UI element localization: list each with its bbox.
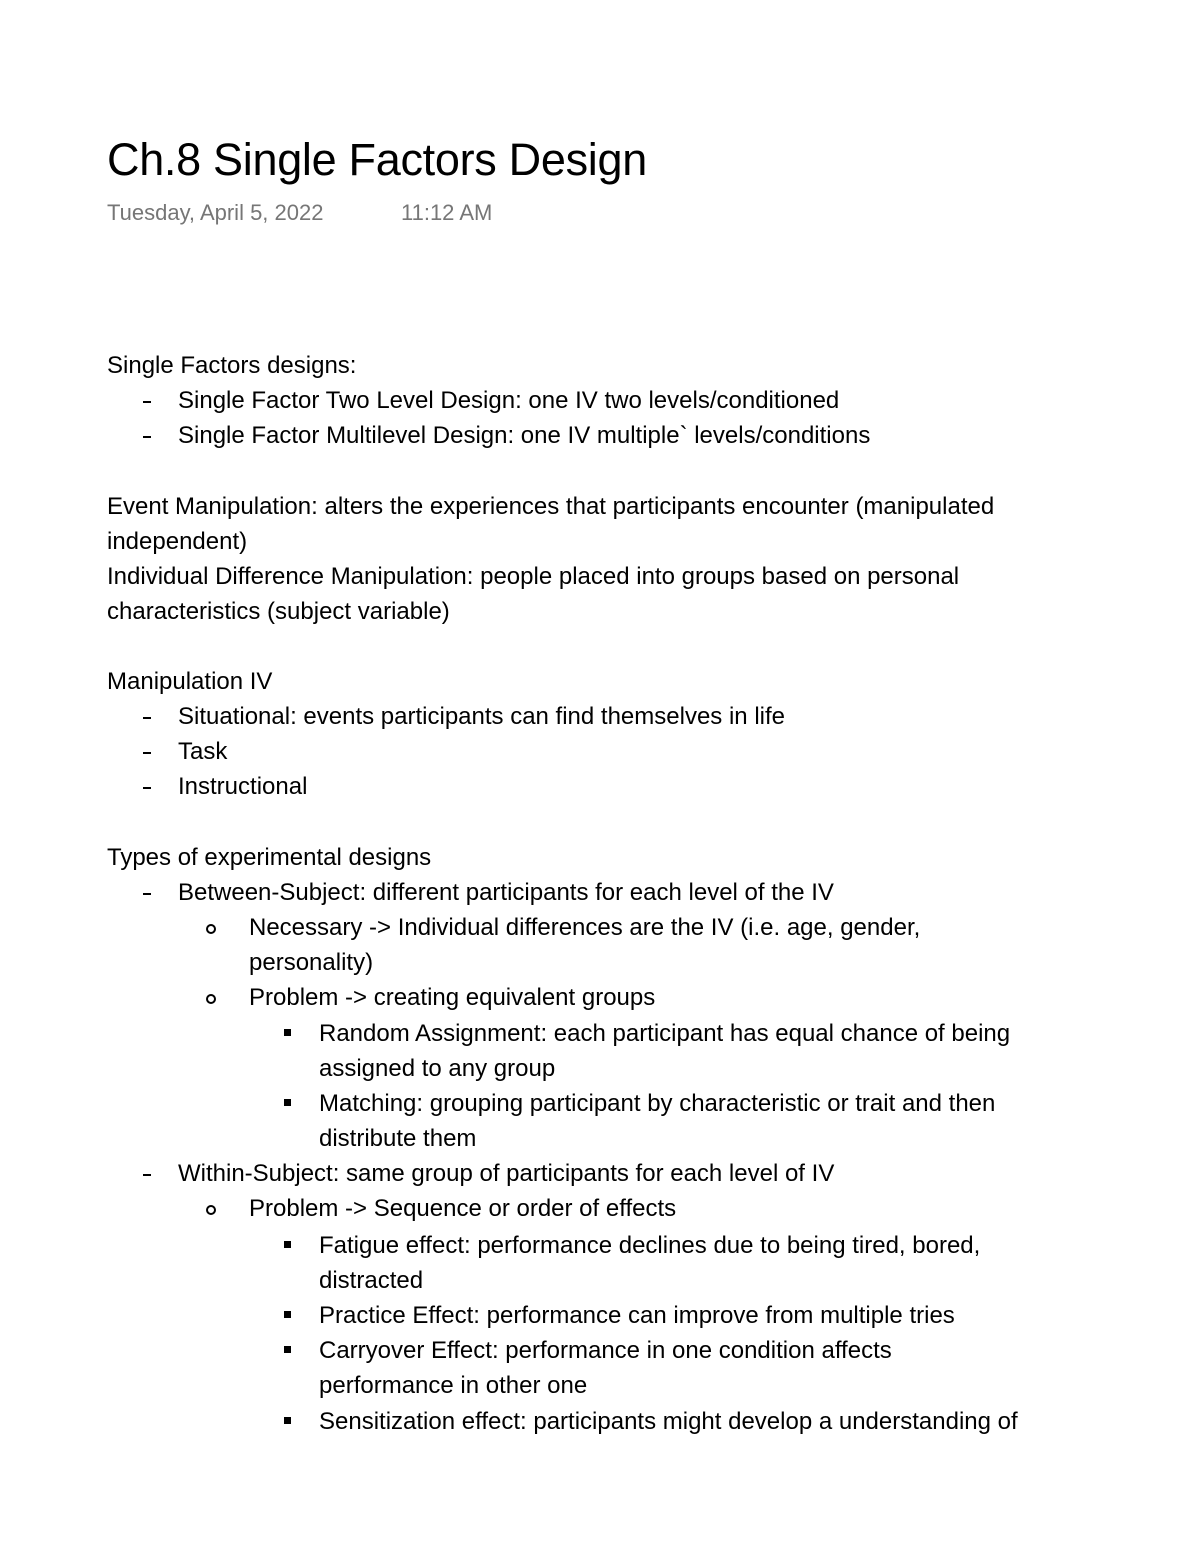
square-bullet-icon	[282, 1404, 306, 1439]
dash-bullet-icon	[137, 769, 161, 804]
line-text: Situational: events participants can find themselves in life	[178, 703, 785, 730]
line-text: Practice Effect: performance can improve from multiple tries	[319, 1302, 955, 1329]
line-text: Sensitization effect: participants might develop a understanding of	[319, 1408, 1018, 1435]
line-text: assigned to any group	[319, 1055, 556, 1082]
line-text: Within-Subject: same group of participants for each level of IV	[178, 1160, 835, 1187]
dash-bullet-icon	[137, 383, 161, 418]
line-text: Necessary -> Individual differences are the IV (i.e. age, gender,	[249, 914, 921, 941]
dash-bullet-icon	[137, 418, 161, 453]
line-text: Problem -> creating equivalent groups	[249, 984, 656, 1011]
line-text: Between-Subject: different participants for each level of the IV	[178, 879, 834, 906]
circle-bullet-icon	[201, 980, 225, 1015]
line-text: performance in other one	[319, 1372, 588, 1399]
square-bullet-icon	[282, 1016, 306, 1051]
line-text: Event Manipulation: alters the experiences that participants encounter (manipulated	[107, 493, 995, 520]
line-text: Matching: grouping participant by characteristic or trait and then	[319, 1090, 996, 1117]
square-bullet-icon	[282, 1298, 306, 1333]
line-text: Manipulation IV	[107, 668, 273, 695]
line-text: personality)	[249, 949, 374, 976]
line-text: Random Assignment: each participant has equal chance of being	[319, 1020, 1011, 1047]
line-text: Instructional	[178, 773, 308, 800]
note-date: Tuesday, April 5, 2022	[107, 200, 324, 225]
line-text: Task	[178, 738, 228, 765]
line-text: Individual Difference Manipulation: people placed into groups based on personal	[107, 563, 960, 590]
line-text: Types of experimental designs	[107, 844, 432, 871]
square-bullet-icon	[282, 1228, 306, 1263]
line-text: Problem -> Sequence or order of effects	[249, 1195, 677, 1222]
line-text: characteristics (subject variable)	[107, 598, 450, 625]
line-text: Single Factors designs:	[107, 352, 357, 379]
circle-bullet-icon	[201, 910, 225, 945]
line-text: independent)	[107, 528, 248, 555]
circle-bullet-icon	[201, 1191, 225, 1226]
page-title: Ch.8 Single Factors Design	[107, 134, 647, 185]
line-text: Single Factor Multilevel Design: one IV multiple` levels/conditions	[178, 422, 871, 449]
square-bullet-icon	[282, 1333, 306, 1368]
note-time: 11:12 AM	[401, 200, 493, 225]
line-text: distracted	[319, 1267, 424, 1294]
dash-bullet-icon	[137, 1156, 161, 1191]
dash-bullet-icon	[137, 734, 161, 769]
line-text: Carryover Effect: performance in one condition affects	[319, 1337, 892, 1364]
line-text: Fatigue effect: performance declines due to being tired, bored,	[319, 1232, 981, 1259]
dash-bullet-icon	[137, 699, 161, 734]
line-text: distribute them	[319, 1125, 477, 1152]
line-text: Single Factor Two Level Design: one IV two levels/conditioned	[178, 387, 840, 414]
dash-bullet-icon	[137, 875, 161, 910]
square-bullet-icon	[282, 1086, 306, 1121]
